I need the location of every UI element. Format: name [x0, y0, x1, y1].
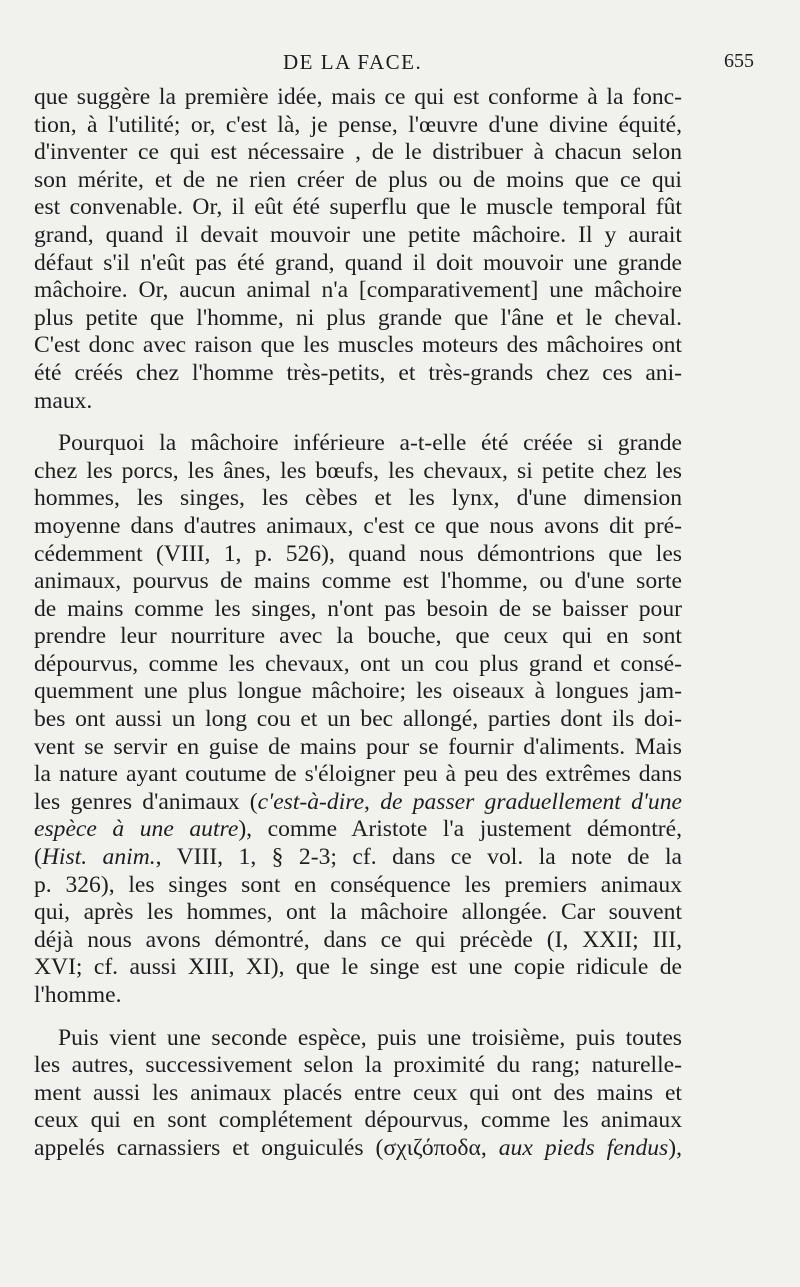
paragraph-3	[34, 1025, 682, 1163]
text-line: XVI; cf. aussi XIII, XI), que le singe est une copie ridicule de	[34, 954, 682, 981]
text-line: défaut s'il n'eût pas été grand, quand il doit mouvoir une grande	[34, 249, 682, 276]
paragraph-2	[34, 430, 682, 1009]
body-text	[34, 84, 682, 1163]
text-line: grand, quand il devait mouvoir une petite mâchoire. Il y aurait	[34, 221, 682, 248]
text-line: les genres d'animaux (c'est-à-dire, de passer graduellement d'une	[34, 788, 682, 815]
text-line: mâchoire. Or, aucun animal n'a [comparativement] une mâchoire	[34, 277, 682, 304]
text-line: plus petite que l'homme, ni plus grande que l'âne et le cheval.	[34, 304, 682, 331]
text-line: la nature ayant coutume de s'éloigner peu à peu des extrêmes dans	[34, 761, 682, 788]
running-header	[0, 50, 800, 80]
text-line: qui, après les hommes, ont la mâchoire allongée. Car souvent	[34, 899, 682, 926]
text-line: maux.	[34, 387, 93, 414]
text-line: chez les porcs, les ânes, les bœufs, les chevaux, si petite chez les	[34, 457, 682, 484]
text-line: les autres, successivement selon la proximité du rang; naturelle-	[34, 1052, 682, 1079]
text-line: hommes, les singes, les cèbes et les lynx, d'une dimension	[34, 485, 682, 512]
text-line: de mains comme les singes, n'ont pas besoin de se baisser pour	[34, 595, 682, 622]
text-line: (Hist. anim., VIII, 1, § 2-3; cf. dans ce vol. la note de la	[34, 844, 683, 871]
text-line: l'homme.	[34, 982, 122, 1008]
text-line: p. 326), les singes sont en conséquence les premiers animaux	[34, 871, 682, 898]
text-line: déjà nous avons démontré, dans ce qui précède (I, XXII; III,	[34, 926, 682, 953]
text-line: tion, à l'utilité; or, c'est là, je pense, l'œuvre d'une divine équité,	[34, 111, 682, 138]
text-line: vent se servir en guise de mains pour se fournir d'aliments. Mais	[34, 733, 682, 760]
text-line: Pourquoi la mâchoire inférieure a-t-elle été créée si grande	[58, 430, 682, 457]
text-line: C'est donc avec raison que les muscles moteurs des mâchoires ont	[34, 332, 682, 359]
text-line: son mérite, et de ne rien créer de plus ou de moins que ce qui	[34, 166, 682, 193]
text-line: dépourvus, comme les chevaux, ont un cou plus grand et consé-	[34, 650, 682, 677]
text-line: prendre leur nourriture avec la bouche, que ceux qui en sont	[34, 623, 682, 650]
text-line: animaux, pourvus de mains comme est l'homme, ou d'une sorte	[34, 568, 682, 595]
text-line: été créés chez l'homme très-petits, et très-grands chez ces ani-	[34, 359, 682, 386]
text-line: quemment une plus longue mâchoire; les oiseaux à longues jam-	[34, 678, 682, 705]
text-line: Puis vient une seconde espèce, puis une troisième, puis toutes	[58, 1024, 682, 1051]
text-line: est convenable. Or, il eût été superflu que le muscle temporal fût	[34, 194, 682, 221]
text-line: appelés carnassiers et onguiculés (σχιζόποδα, aux pieds fendus),	[34, 1134, 683, 1161]
running-title: DE LA FACE.	[283, 50, 423, 74]
paragraph-1	[34, 84, 682, 415]
text-line: espèce à une autre), comme Aristote l'a justement démontré,	[34, 816, 682, 843]
text-line: ceux qui en sont complétement dépourvus, comme les animaux	[34, 1107, 682, 1134]
text-line: ment aussi les animaux placés entre ceux qui ont des mains et	[34, 1079, 682, 1106]
text-line: que suggère la première idée, mais ce qui est conforme à la fonc-	[34, 84, 682, 110]
page-number: 655	[724, 50, 754, 72]
text-line: bes ont aussi un long cou et un bec allongé, parties dont ils doi-	[34, 706, 682, 733]
text-line: d'inventer ce qui est nécessaire , de le distribuer à chacun selon	[34, 139, 682, 166]
text-line: moyenne dans d'autres animaux, c'est ce que nous avons dit pré-	[34, 512, 682, 539]
text-line: cédemment (VIII, 1, p. 526), quand nous démontrions que les	[34, 540, 682, 567]
